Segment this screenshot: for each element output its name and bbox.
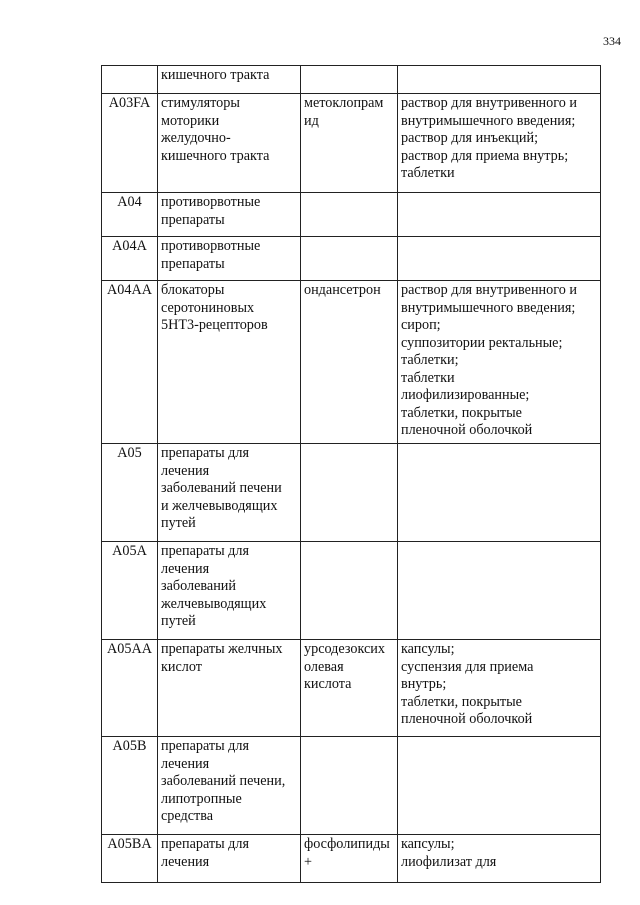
- cell-text-line: суспензия для приема: [401, 658, 534, 675]
- group-name-cell: [158, 94, 301, 193]
- table-body: [102, 66, 601, 883]
- atc-code-cell: [102, 444, 158, 542]
- atc-code-cell: [102, 281, 158, 444]
- substance-cell: [301, 94, 398, 193]
- dosage-forms-cell: [398, 640, 601, 737]
- cell-text-line: A05A: [112, 543, 147, 559]
- cell-text-line: препараты для: [161, 543, 249, 559]
- cell-text-line: олевая: [304, 658, 344, 675]
- cell-text-line: таблетки: [401, 369, 455, 386]
- cell-text-line: таблетки, покрытые: [401, 693, 522, 710]
- group-name-cell: [158, 66, 301, 94]
- dosage-forms-cell: [398, 542, 601, 640]
- cell-text-line: A04A: [112, 238, 147, 254]
- atc-code-cell: [102, 542, 158, 640]
- cell-text-line: желчевыводящих: [161, 595, 267, 612]
- substance-cell: [301, 66, 398, 94]
- cell-text-line: липотропные: [161, 790, 242, 807]
- page-number: 334: [603, 34, 621, 48]
- cell-text-line: раствор для внутривенного и: [401, 282, 577, 298]
- cell-text-line: заболеваний печени: [161, 480, 282, 496]
- atc-code-cell: [102, 66, 158, 94]
- cell-text-line: кишечного тракта: [161, 147, 270, 164]
- group-name-cell: [158, 640, 301, 737]
- group-name-cell: [158, 281, 301, 444]
- cell-text-line: препараты: [161, 211, 225, 228]
- table-row: [102, 542, 601, 640]
- cell-text-line: капсулы;: [401, 836, 455, 852]
- atc-code-cell: [102, 94, 158, 193]
- cell-text-line: внутримышечного введения;: [401, 299, 576, 316]
- cell-text-line: раствор для приема внутрь;: [401, 147, 569, 164]
- cell-text-line: желудочно-: [161, 130, 231, 146]
- cell-text-line: препараты для: [161, 836, 249, 852]
- cell-text-line: лиофилизированные;: [401, 387, 530, 403]
- cell-text-line: раствор для внутривенного и: [401, 95, 577, 111]
- cell-text-line: противорвотные: [161, 238, 261, 254]
- table-row: [102, 640, 601, 737]
- cell-text-line: таблетки: [401, 165, 455, 181]
- substance-cell: [301, 640, 398, 737]
- cell-text-line: метоклопрам: [304, 95, 384, 111]
- atc-code-cell: [102, 737, 158, 835]
- group-name-cell: [158, 237, 301, 281]
- cell-text-line: внутрь;: [401, 676, 447, 692]
- cell-text-line: ондансетрон: [304, 282, 381, 298]
- drug-classification-table: [101, 65, 601, 883]
- cell-text-line: кислот: [161, 658, 202, 675]
- cell-text-line: пленочной оболочкой: [401, 711, 533, 727]
- group-name-cell: [158, 835, 301, 883]
- cell-text-line: кислота: [304, 676, 352, 692]
- cell-text-line: препараты для: [161, 445, 249, 461]
- cell-text-line: урсодезоксих: [304, 641, 385, 657]
- cell-text-line: лечения: [161, 462, 210, 479]
- cell-text-line: 5HT3-рецепторов: [161, 317, 268, 333]
- cell-text-line: путей: [161, 613, 196, 629]
- cell-text-line: суппозитории ректальные;: [401, 334, 563, 351]
- atc-code-cell: [102, 237, 158, 281]
- cell-text-line: A04: [117, 194, 142, 210]
- cell-text-line: кишечного тракта: [161, 67, 270, 83]
- cell-text-line: заболеваний: [161, 578, 236, 594]
- group-name-cell: [158, 193, 301, 237]
- group-name-cell: [158, 737, 301, 835]
- group-name-cell: [158, 542, 301, 640]
- substance-cell: [301, 444, 398, 542]
- cell-text-line: +: [304, 853, 313, 870]
- cell-text-line: препараты: [161, 255, 225, 272]
- cell-text-line: A05B: [112, 738, 147, 754]
- atc-code-cell: [102, 835, 158, 883]
- cell-text-line: лечения: [161, 560, 210, 577]
- cell-text-line: A05: [117, 445, 142, 461]
- group-name-cell: [158, 444, 301, 542]
- cell-text-line: внутримышечного введения;: [401, 112, 576, 129]
- table-row: [102, 737, 601, 835]
- substance-cell: [301, 542, 398, 640]
- cell-text-line: блокаторы: [161, 282, 225, 298]
- cell-text-line: моторики: [161, 112, 220, 129]
- table-row: [102, 94, 601, 193]
- table-row: [102, 237, 601, 281]
- cell-text-line: препараты для: [161, 738, 249, 754]
- cell-text-line: лечения: [161, 755, 210, 772]
- cell-text-line: и желчевыводящих: [161, 497, 278, 514]
- dosage-forms-cell: [398, 94, 601, 193]
- substance-cell: [301, 281, 398, 444]
- cell-text-line: лиофилизат для: [401, 853, 497, 870]
- table-row: [102, 193, 601, 237]
- dosage-forms-cell: [398, 237, 601, 281]
- cell-text-line: стимуляторы: [161, 95, 240, 111]
- cell-text-line: средства: [161, 808, 214, 824]
- table-row: [102, 66, 601, 94]
- cell-text-line: препараты желчных: [161, 641, 283, 657]
- cell-text-line: таблетки, покрытые: [401, 404, 522, 421]
- cell-text-line: противорвотные: [161, 194, 261, 210]
- dosage-forms-cell: [398, 193, 601, 237]
- dosage-forms-cell: [398, 66, 601, 94]
- table-row: [102, 444, 601, 542]
- cell-text-line: A05BA: [107, 836, 152, 852]
- table-row: [102, 835, 601, 883]
- cell-text-line: сироп;: [401, 317, 441, 333]
- atc-code-cell: [102, 193, 158, 237]
- cell-text-line: капсулы;: [401, 641, 455, 657]
- cell-text-line: путей: [161, 515, 196, 531]
- cell-text-line: заболеваний печени,: [161, 773, 286, 789]
- cell-text-line: A05AA: [107, 641, 152, 657]
- cell-text-line: ид: [304, 112, 319, 129]
- substance-cell: [301, 193, 398, 237]
- substance-cell: [301, 737, 398, 835]
- table-row: [102, 281, 601, 444]
- atc-code-cell: [102, 640, 158, 737]
- cell-text-line: раствор для инъекций;: [401, 130, 539, 146]
- cell-text-line: таблетки;: [401, 352, 459, 368]
- dosage-forms-cell: [398, 835, 601, 883]
- cell-text-line: серотониновых: [161, 299, 255, 316]
- cell-text-line: фосфолипиды: [304, 836, 390, 852]
- cell-text-line: A03FA: [108, 95, 151, 111]
- dosage-forms-cell: [398, 281, 601, 444]
- dosage-forms-cell: [398, 444, 601, 542]
- cell-text-line: пленочной оболочкой: [401, 422, 533, 438]
- dosage-forms-cell: [398, 737, 601, 835]
- substance-cell: [301, 835, 398, 883]
- substance-cell: [301, 237, 398, 281]
- cell-text-line: A04AA: [107, 282, 152, 298]
- cell-text-line: лечения: [161, 853, 210, 870]
